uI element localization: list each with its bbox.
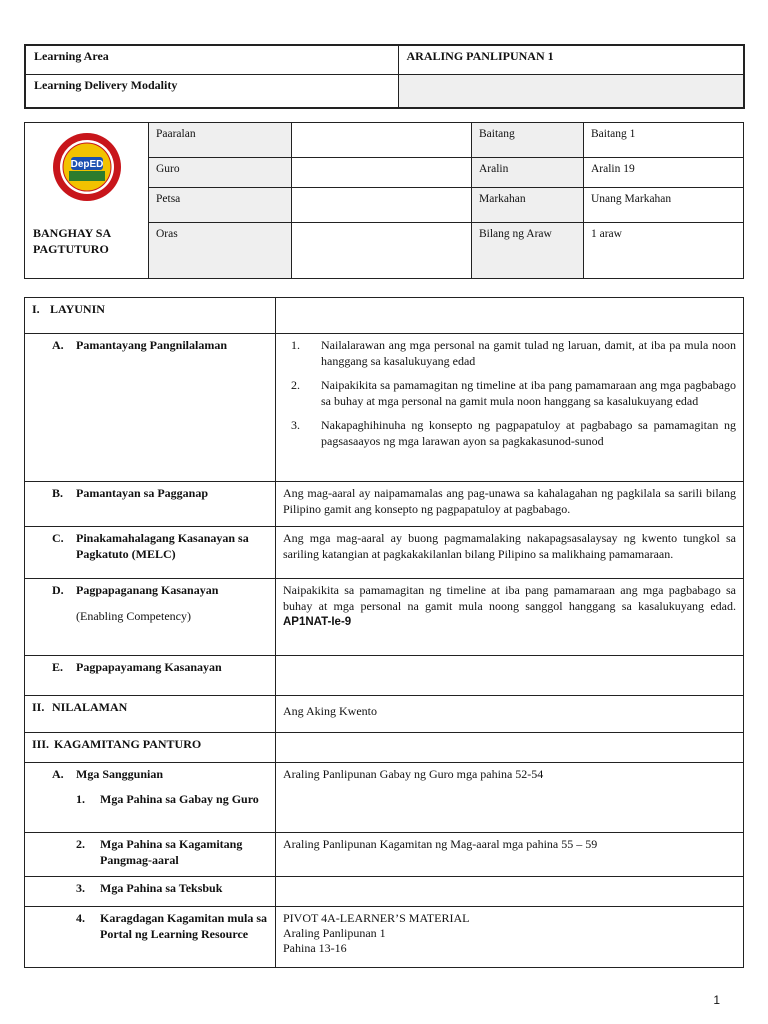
paaralan-value [292,123,472,158]
lesson-plan-table [24,297,744,968]
logo-cell [25,123,149,279]
sanggunian-label: Mga Sanggunian [76,767,164,781]
kagamitang-pangmag-aaral-value: Araling Panlipunan Kagamitan ng Mag-aaral mga pahina 55 – 59 [276,833,744,877]
nilalaman-label: NILALAMAN [52,700,128,714]
melc-value: Ang mga mag-aaral ay buong pagmamalaking nakapagsasalaysay ng kwento tungkol sa sariling katangian at pagkakakilanlan bilang Pilipino sa malikhaing pamamaraan. [276,527,744,579]
pamantayang-pangnilalaman-row: A. Pamantayang Pangnilalaman 1. Nailalarawan ang mga personal na gamit tulad ng laruan, damit, at iba pa mula noon hanggang sa kasalukuyang edad 2. Naipakikita sa pamamagitan ng timeline at iba pang pamamaraan ang mga pagbabago sa buhay at mga personal na gamit mula noon hanggang sa kasalukuyang edad 3. Nakapaghihinuha ng konsepto ng pagpapatuloy at pagbabago sa pamamagitan ng pagsasaayos ng mga larawan ayon sa pagkakasunod-sunod [25,334,744,482]
enabling-competency-value: Naipakikita sa pamamagitan ng timeline at iba pang pamamaraan ang mga pagbabago sa buhay at mga personal na gamit mula noong sanggol hanggang sa kasalukuyang edad. [283,583,736,613]
baitang-label: Baitang [472,123,584,158]
competency-code: AP1NAT-Ie-9 [283,616,352,629]
pagpapayamang-row: E. Pagpapayamang Kasanayan [25,656,744,696]
school-info-table [24,122,744,279]
enabling-competency-label: Pagpapaganang Kasanayan [76,583,219,597]
kagamitang-pangmag-aaral-row: 2. Mga Pahina sa Kagamitang Pangmag-aaral Araling Panlipunan Kagamitan ng Mag-aaral mga pahina 55 – 59 [25,833,744,877]
bilang-value: 1 araw [584,223,744,279]
enabling-competency-row: D. Pagpapaganang Kasanayan (Enabling Competency) Naipakikita sa pamamagitan ng timeline at iba pang pamamaraan ang mga pagbabago sa buhay at mga personal na gamit mula noong sanggol hanggang sa kasalukuyang edad. AP1NAT-Ie-9 [25,579,744,656]
learning-area-label: Learning Area [25,45,398,75]
portal-line-1: PIVOT 4A-LEARNER’S MATERIAL [283,911,470,925]
markahan-label: Markahan [472,188,584,223]
petsa-label: Petsa [149,188,292,223]
logo-text: DepED [70,159,103,170]
modality-value [398,75,744,109]
pagpapayamang-label: Pagpapayamang Kasanayan [76,660,222,674]
learning-area-value: ARALING PANLIPUNAN 1 [398,45,744,75]
objectives-list [283,338,736,450]
nilalaman-row: II. NILALAMAN Ang Aking Kwento [25,696,744,733]
banghay-label: BANGHAY SA PAGTUTURO [33,226,111,257]
portal-line-3: Pahina 13-16 [283,941,347,955]
learning-area-table [24,44,745,109]
list-item: 3. Nakapaghihinuha ng konsepto ng pagpapatuloy at pagbabago sa pamamagitan ng pagsasaayos ng mga larawan ayon sa pagkakasunod-sunod [291,418,736,448]
petsa-value [292,188,472,223]
kagamitan-label: KAGAMITANG PANTURO [54,737,202,751]
modality-label: Learning Delivery Modality [25,75,398,109]
portal-label: Karagdagan Kagamitan mula sa Portal ng Learning Resource [100,911,268,941]
oras-label: Oras [149,223,292,279]
melc-row: C. Pinakamahalagang Kasanayan sa Pagkatuto (MELC) Ang mga mag-aaral ay buong pagmamalaking nakapagsasalaysay ng kwento tungkol sa sariling katangian at pagkakakilanlan bilang Pilipino sa malikhaing pamamaraan. [25,527,744,579]
nilalaman-value: Ang Aking Kwento [276,696,744,733]
pamantayan-sa-pagganap-row: B. Pamantayan sa Pagganap Ang mag-aaral ay naipamamalas ang pag-unawa sa kahalagahan ng pagkilala sa sarili bilang Pilipino gamit ang konsepto ng pagpapatuloy at pagbabago. [25,482,744,527]
sanggunian-value: Araling Panlipunan Gabay ng Guro mga pahina 52-54 [276,763,744,833]
paaralan-label: Paaralan [149,123,292,158]
page-number: 1 [713,993,720,1007]
oras-value [292,223,472,279]
deped-seal-icon [51,131,123,203]
list-item: 1. Nailalarawan ang mga personal na gamit tulad ng laruan, damit, at iba pa mula noon hanggang sa kasalukuyang edad [291,338,736,368]
enabling-competency-sub: (Enabling Competency) [76,608,191,623]
list-item: 2. Naipakikita sa pamamagitan ng timeline at iba pang pamamaraan ang mga pagbabago sa buhay at mga personal na gamit mula noon hanggang sa kasalukuyang edad [291,378,736,408]
aralin-label: Aralin [472,158,584,188]
layunin-row: I. LAYUNIN [25,298,744,334]
pamantayang-pangnilalaman-label: Pamantayang Pangnilalaman [76,338,228,352]
markahan-value: Unang Markahan [584,188,744,223]
portal-row: 4. Karagdagan Kagamitan mula sa Portal ng Learning Resource PIVOT 4A-LEARNER’S MATERIAL Araling Panlipunan 1 Pahina 13-16 [25,907,744,968]
kagamitan-row: III. KAGAMITANG PANTURO [25,733,744,763]
teksbuk-row: 3. Mga Pahina sa Teksbuk [25,877,744,907]
kagamitang-pangmag-aaral-label: Mga Pahina sa Kagamitang Pangmag-aaral [100,837,243,867]
sanggunian-row: A. Mga Sanggunian 1. Mga Pahina sa Gabay ng Guro Araling Panlipunan Gabay ng Guro mga pahina 52-54 [25,763,744,833]
melc-label: Pinakamahalagang Kasanayan sa Pagkatuto (MELC) [76,531,249,561]
portal-line-2: Araling Panlipunan 1 [283,926,386,940]
guro-label: Guro [149,158,292,188]
aralin-value: Aralin 19 [584,158,744,188]
layunin-label: LAYUNIN [50,302,105,316]
baitang-value: Baitang 1 [584,123,744,158]
pamantayan-sa-pagganap-value: Ang mag-aaral ay naipamamalas ang pag-unawa sa kahalagahan ng pagkilala sa sarili bilang Pilipino gamit ang konsepto ng pagpapatuloy at pagbabago. [276,482,744,527]
pamantayan-sa-pagganap-label: Pamantayan sa Pagganap [76,486,209,500]
teksbuk-label: Mga Pahina sa Teksbuk [100,881,223,895]
guro-value [292,158,472,188]
gabay-guro-label: Mga Pahina sa Gabay ng Guro [100,791,259,806]
bilang-label: Bilang ng Araw [472,223,584,279]
